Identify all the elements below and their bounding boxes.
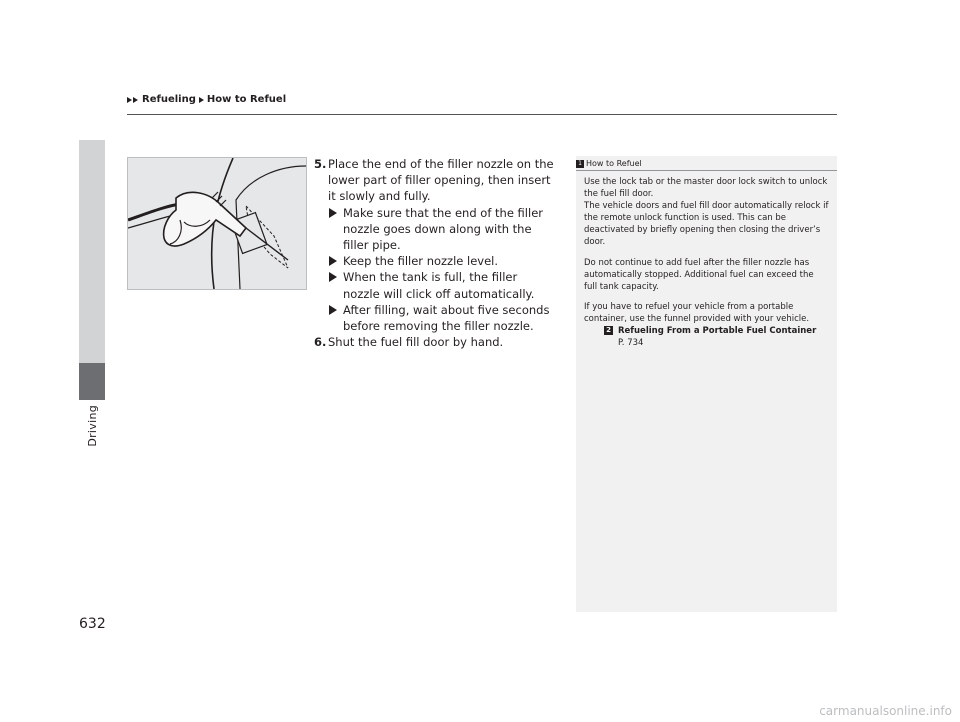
side-tab-marker (79, 363, 105, 400)
sub-step-text: After filling, wait about five seconds before removing the filler nozzle. (343, 302, 550, 334)
step-number: 5. (314, 157, 327, 171)
reference-title[interactable]: Refueling From a Portable Fuel Container (618, 326, 817, 337)
triangle-arrow-icon (329, 305, 337, 315)
step-number: 6. (314, 335, 327, 350)
sidebar-body (576, 171, 837, 349)
sub-step-text: When the tank is full, the filler nozzle will click off automatically. (343, 270, 535, 301)
fuel-nozzle-drawing (128, 158, 306, 289)
sidebar-paragraph: Do not continue to add fuel after the filler nozzle has automatically stopped. Additional fuel can exceed the full tank capacity. (584, 257, 814, 292)
note-marker-icon: 1 (576, 160, 584, 168)
triangle-arrow-icon (329, 272, 337, 282)
sub-step (328, 302, 554, 334)
step-text: Shut the fuel fill door by hand. (328, 335, 504, 350)
triangle-arrow-icon (329, 208, 337, 218)
step-item (314, 334, 554, 350)
arrow-icon (199, 97, 204, 103)
sub-step (328, 269, 554, 301)
sub-step-text: Keep the filler nozzle level. (343, 254, 499, 269)
breadcrumb-section[interactable]: Refueling (142, 94, 196, 105)
sub-step (328, 253, 554, 269)
sidebar-paragraph: If you have to refuel your vehicle from a portable container, use the funnel provided with your vehicle. (584, 301, 810, 324)
sidebar-paragraph: The vehicle doors and fuel fill door automatically relock if the remote unlock function is used. This can be deactivated by briefly opening then closing the driver’s door. (584, 201, 829, 248)
cross-reference-link[interactable] (604, 325, 829, 337)
breadcrumb (127, 94, 286, 105)
watermark: carmanualsonline.info (819, 704, 952, 718)
reference-box-icon: 2 (604, 326, 613, 335)
sub-step (328, 205, 554, 254)
sidebar-header (576, 159, 837, 168)
side-tab-label: Driving (86, 405, 99, 447)
double-arrow-icon (127, 97, 138, 103)
reference-page[interactable]: P. 734 (618, 338, 644, 349)
triangle-arrow-icon (329, 256, 337, 266)
header-rule (127, 114, 837, 115)
step-text: Place the end of the filler nozzle on the lower part of filler opening, then insert it slowly and fully. (328, 157, 554, 204)
notes-sidebar (576, 156, 837, 612)
sidebar-paragraph: Use the lock tab or the master door lock switch to unlock the fuel fill door. (584, 177, 828, 200)
sub-step-text: Make sure that the end of the filler nozzle goes down along with the filler pipe. (343, 205, 543, 253)
step-item (314, 156, 554, 205)
side-tab-bar (79, 140, 105, 363)
page-number: 632 (79, 616, 106, 632)
sidebar-title: How to Refuel (586, 159, 642, 168)
fuel-nozzle-illustration (127, 157, 307, 290)
breadcrumb-page: How to Refuel (206, 94, 287, 105)
procedure-steps (314, 156, 554, 350)
